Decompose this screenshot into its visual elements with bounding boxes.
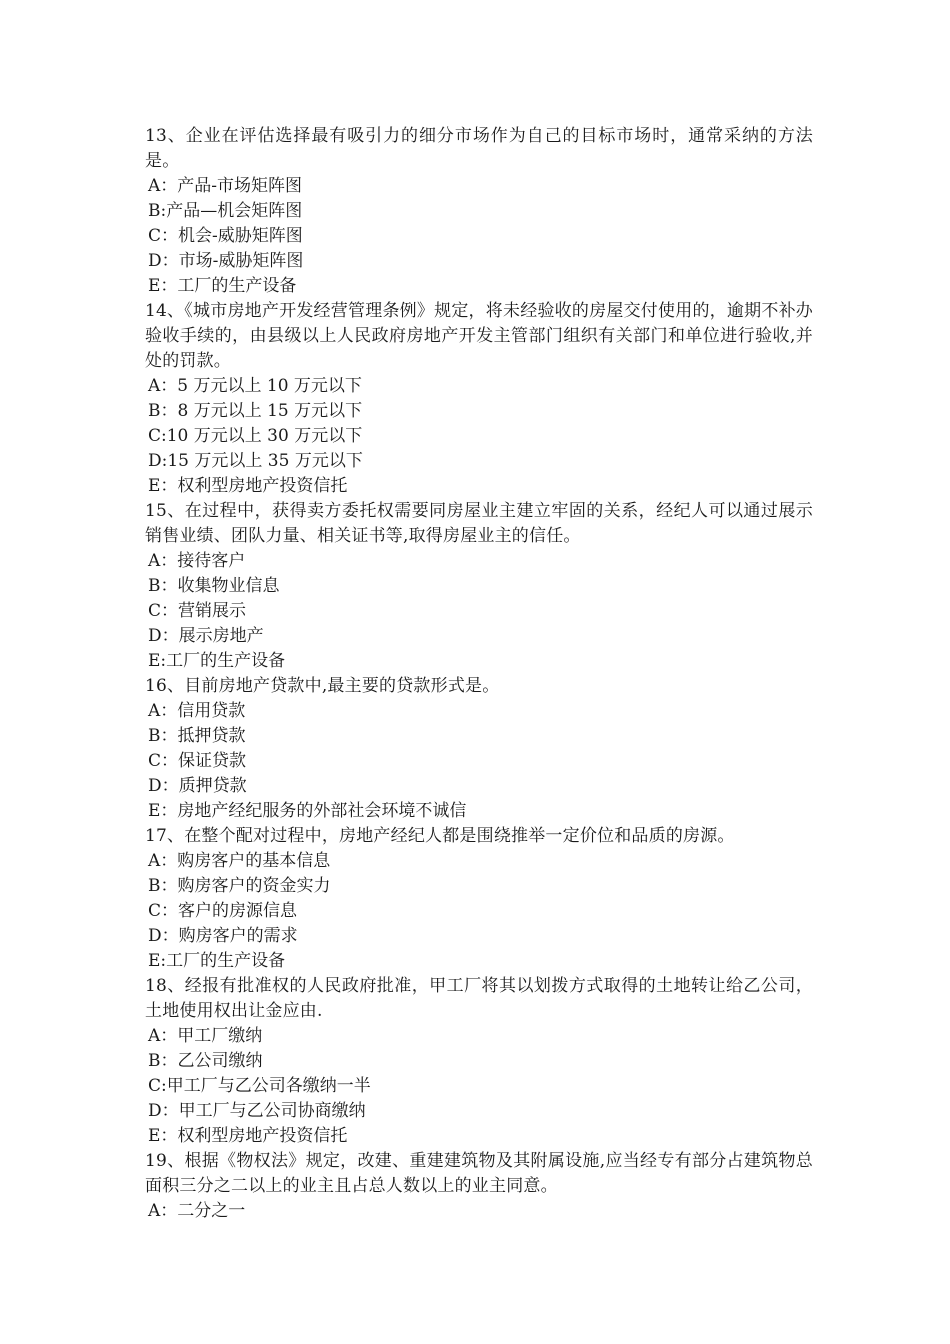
question-16 [145,674,813,824]
option-c: C:甲工厂与乙公司各缴纳一半 [148,1076,371,1096]
option-b: B：抵押贷款 [148,726,246,746]
option-d: D：市场-威胁矩阵图 [148,251,304,271]
question-18 [145,974,813,1149]
option-a: A：接待客户 [148,551,246,571]
option-d: D：展示房地产 [148,626,264,646]
question-15 [145,499,813,674]
option-b: B：购房客户的资金实力 [148,876,331,896]
question-13 [145,124,813,299]
question-17 [145,824,813,974]
option-a: A：二分之一 [148,1201,246,1221]
question-stem: 16、目前房地产贷款中,最主要的贷款形式是。 [145,676,500,696]
option-e: E：工厂的生产设备 [148,276,297,296]
option-d: D：质押贷款 [148,776,247,796]
document-body [145,124,813,1224]
option-c: C：营销展示 [148,601,247,621]
option-e: E:工厂的生产设备 [148,651,286,671]
question-stem: 13、企业在评估选择最有吸引力的细分市场作为自己的目标市场时，通常采纳的方法是。 [145,126,813,171]
option-a: A：产品-市场矩阵图 [148,176,303,196]
option-b: B：乙公司缴纳 [148,1051,263,1071]
question-14 [145,299,813,499]
option-b: B：收集物业信息 [148,576,280,596]
option-e: E：权利型房地产投资信托 [148,476,348,496]
option-a: A：5 万元以上 10 万元以下 [148,376,362,396]
option-e: E：权利型房地产投资信托 [148,1126,348,1146]
question-stem: 17、在整个配对过程中，房地产经纪人都是围绕推举一定价位和品质的房源。 [145,826,735,846]
option-d: D:15 万元以上 35 万元以下 [148,451,363,471]
question-stem: 15、在过程中，获得卖方委托权需要同房屋业主建立牢固的关系，经纪人可以通过展示销售业绩、团队力量、相关证书等,取得房屋业主的信任。 [145,501,813,546]
option-b: B:产品—机会矩阵图 [148,201,303,221]
option-d: D：购房客户的需求 [148,926,298,946]
option-d: D：甲工厂与乙公司协商缴纳 [148,1101,366,1121]
question-stem: 18、经报有批准权的人民政府批准，甲工厂将其以划拨方式取得的土地转让给乙公司，土地使用权出让金应由. [145,976,813,1021]
option-c: C：客户的房源信息 [148,901,298,921]
option-c: C：保证贷款 [148,751,247,771]
question-stem: 14、《城市房地产开发经营管理条例》规定，将未经验收的房屋交付使用的，逾期不补办验收手续的，由县级以上人民政府房地产开发主管部门组织有关部门和单位进行验收,并处的罚款。 [145,301,813,371]
option-a: A：信用贷款 [148,701,246,721]
option-c: C：机会-威胁矩阵图 [148,226,303,246]
option-e: E:工厂的生产设备 [148,951,286,971]
option-a: A：购房客户的基本信息 [148,851,331,871]
question-stem: 19、根据《物权法》规定，改建、重建建筑物及其附属设施,应当经专有部分占建筑物总面积三分之二以上的业主且占总人数以上的业主同意。 [145,1151,813,1196]
option-e: E：房地产经纪服务的外部社会环境不诚信 [148,801,467,821]
option-c: C:10 万元以上 30 万元以下 [148,426,363,446]
option-a: A：甲工厂缴纳 [148,1026,263,1046]
option-b: B：8 万元以上 15 万元以下 [148,401,363,421]
question-19 [145,1149,813,1224]
